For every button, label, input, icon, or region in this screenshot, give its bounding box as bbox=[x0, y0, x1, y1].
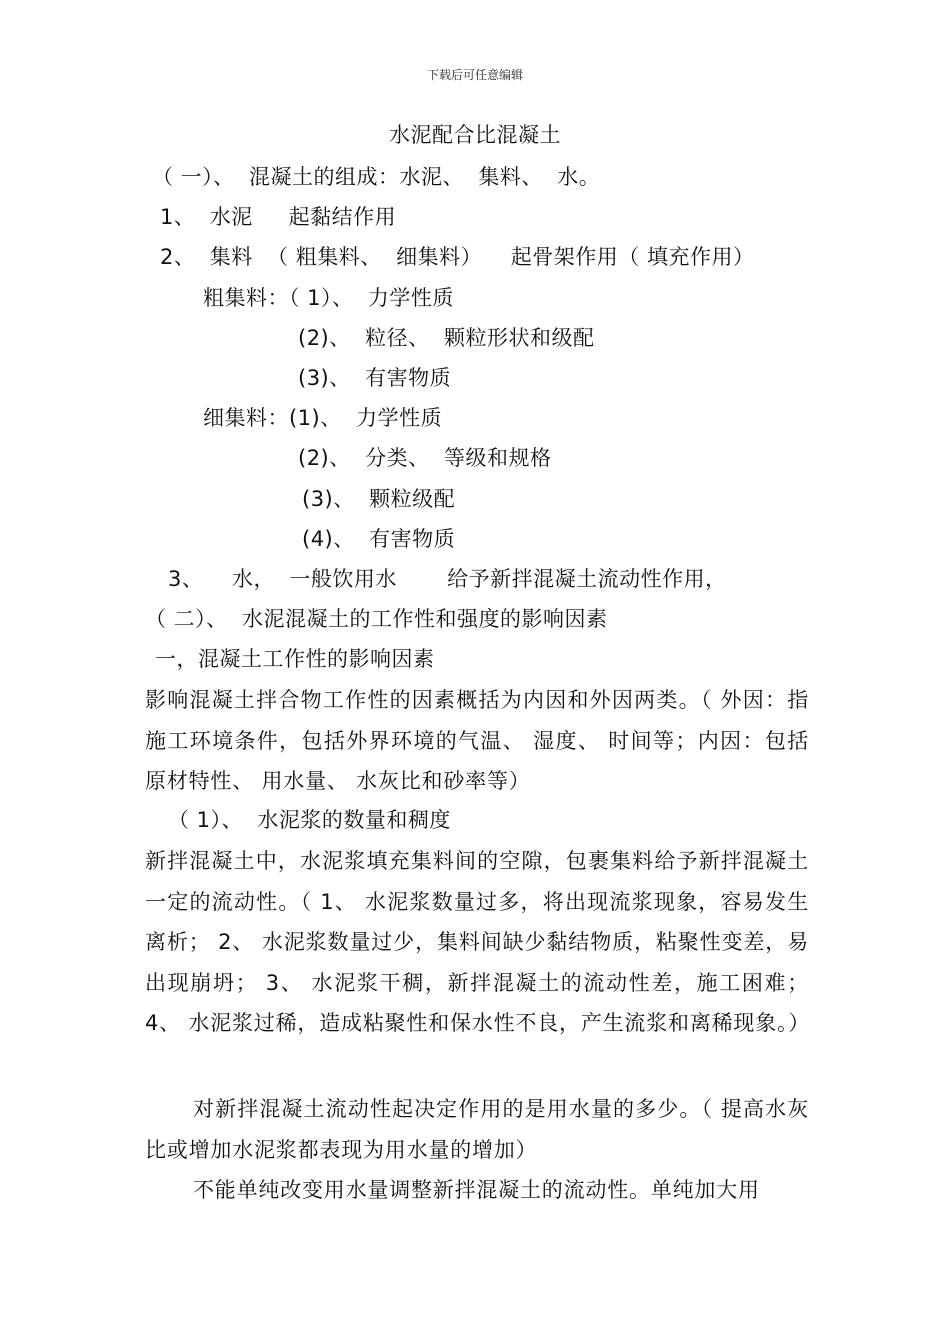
coarse-aggregate-line-1: 粗集料：（ 1）、 力学性质 bbox=[203, 286, 454, 310]
cement-paste-paragraph: 新拌混凝土中，水泥浆填充集料间的空隙，包裹集料给予新拌混凝土一定的流动性。（ 1、 水泥浆数量过多，将出现流浆现象，容易发生离析； 2、 水泥浆数量过少，集料间缺少黏结物质，粘聚性变差，易出现崩坍； 3、 水泥浆干稠，新拌混凝土的流动性差，施工困难； 4、 水泥浆过稀，造成粘聚性和保水性不良，产生流浆和离稀现象。） bbox=[145, 849, 811, 1035]
last-paragraph: 不能单纯改变用水量调整新拌混凝土的流动性。单纯加大用 bbox=[193, 1178, 760, 1202]
subsection-heading: 一，混凝土工作性的影响因素 bbox=[155, 647, 435, 671]
subsection-point-heading: （ 1）、 水泥浆的数量和稠度 bbox=[168, 808, 451, 832]
list-item-water: 3、 水， 一般饮用水 给予新拌混凝土流动性作用， bbox=[168, 567, 727, 591]
section-two-heading: （ 二）、 水泥混凝土的工作性和强度的影响因素 bbox=[145, 607, 608, 631]
fine-aggregate-line-2: (2)、 分类、 等级和规格 bbox=[298, 446, 552, 470]
coarse-aggregate-line-3: (3)、 有害物质 bbox=[298, 366, 452, 390]
factors-paragraph: 影响混凝土拌合物工作性的因素概括为内因和外因两类。（ 外因：指施工环境条件，包括外界环境的气温、 湿度、 时间等；内因：包括原材特性、 用水量、 水灰比和砂率等） bbox=[145, 688, 809, 793]
document-title: 水泥配合比混凝土 bbox=[389, 123, 561, 147]
water-content-paragraph: 对新拌混凝土流动性起决定作用的是用水量的多少。（ 提高水灰比或增加水泥浆都表现为用水量的增加） bbox=[145, 1097, 809, 1162]
list-item-cement: 1、 水泥 起黏结作用 bbox=[160, 205, 397, 229]
list-item-aggregate: 2、 集料 （ 粗集料、 细集料） 起骨架作用（ 填充作用） bbox=[160, 245, 755, 269]
page-header: 下载后可任意编辑 bbox=[426, 68, 523, 82]
fine-aggregate-line-4: (4)、 有害物质 bbox=[302, 527, 456, 551]
fine-aggregate-line-1: 细集料：(1)、 力学性质 bbox=[203, 406, 443, 430]
fine-aggregate-line-3: (3)、 颗粒级配 bbox=[302, 487, 456, 511]
coarse-aggregate-line-2: (2)、 粒径、 颗粒形状和级配 bbox=[298, 326, 595, 350]
section-one-heading: （ 一）、 混凝土的组成：水泥、 集料、 水。 bbox=[152, 165, 601, 189]
